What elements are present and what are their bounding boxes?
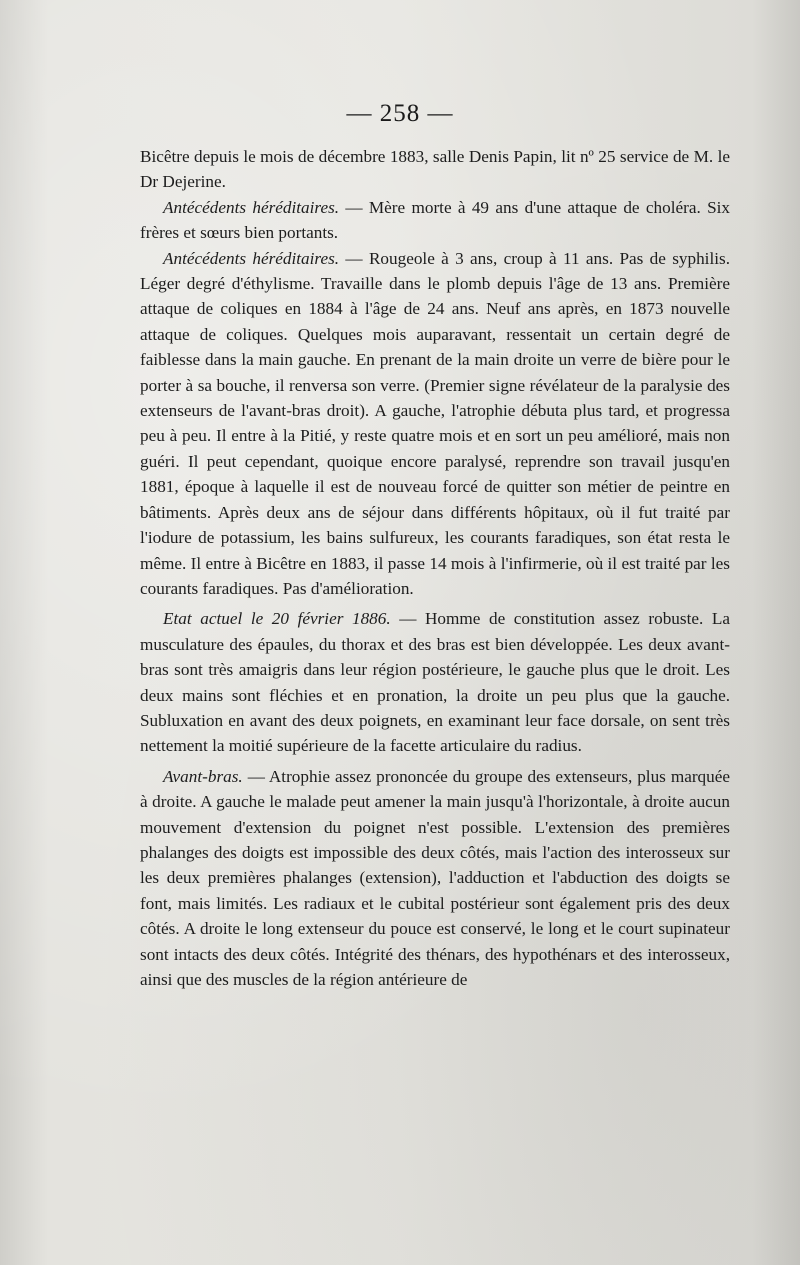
paragraph-admission: [140, 144, 730, 195]
paragraph-hereditary: [140, 195, 730, 246]
body-text: [140, 144, 730, 992]
paragraph-hereditary-heading: Antécédents héréditaires.: [163, 197, 340, 217]
paragraph-forearm: [140, 764, 730, 993]
paragraph-personal-history-text: — Rougeole à 3 ans, croup à 11 ans. Pas de syphilis. Léger degré d'éthylisme. Travaille dans le plomb depuis l'âge de 13 ans. Première attaque de coliques en 1884 à l'âge de 24 ans. Neuf ans après, en 1873 nouvelle attaque de coliques. Quelques mois auparavant, ressentait un certain degré de faiblesse dans la main gauche. En prenant de la main droite un verre de bière pour le porter à sa bouche, il renversa son verre. (Premier signe révélateur de la paralysie des extenseurs de l'avant-bras droit). A gauche, l'atrophie débuta plus tard, et progressa peu à peu. Il entre à la Pitié, y reste quatre mois et en sort un peu amélioré, mais non guéri. Il peut cependant, quoique encore paralysé, reprendre son travail jusqu'en 1881, époque à laquelle il est de nouveau forcé de quitter son métier de peintre en bâtiments. Après deux ans de séjour dans différents hôpitaux, où il fut traité par l'iodure de potassium, les bains sulfureux, les courants faradiques, son état resta le même. Il entre à Bicêtre en 1883, il passe 14 mois à l'infirmerie, où il est traité par les courants faradiques. Pas d'amélioration.: [140, 248, 730, 598]
paragraph-personal-history: [140, 246, 730, 602]
paragraph-current-state: [140, 606, 730, 758]
page-number: — 258 —: [346, 100, 454, 127]
paragraph-forearm-text: — Atrophie assez prononcée du groupe des extenseurs, plus marquée à droite. A gauche le malade peut amener la main jusqu'à l'horizontale, à droite aucun mouvement d'extension du poignet n'est possible. L'extension des premières phalanges des doigts est impossible des deux côtés, mais l'action des interosseux sur les deux premières phalanges (extension), l'adduction et l'abduction des doigts se font, mais limités. Les radiaux et le cubital postérieur sont également pris des deux côtés. A droite le long extenseur du pouce est conservé, le long et le court supinateur sont intacts des deux côtés. Intégrité des thénars, des hypothénars et des interosseux, ainsi que des muscles de la région antérieure de: [140, 766, 730, 989]
paragraph-current-state-heading: Etat actuel le 20 février 1886.: [163, 609, 391, 629]
paragraph-admission-text: Bicêtre depuis le mois de décembre 1883, salle Denis Papin, lit nº 25 service de M. le Dr Dejerine.: [140, 147, 730, 192]
paragraph-hereditary-text: — Mère morte à 49 ans d'une attaque de choléra. Six frères et sœurs bien portants.: [140, 197, 730, 243]
paragraph-forearm-heading: Avant-bras.: [163, 766, 243, 786]
paragraph-personal-history-heading: Antécédents héréditaires.: [163, 248, 340, 268]
paragraph-current-state-text: — Homme de constitution assez robuste. La musculature des épaules, du thorax et des bras est bien développée. Les deux avant-bras sont très amaigris dans leur région postérieure, le gauche plus que le droit. Les deux mains sont fléchies et en pronation, la droite un peu plus que la gauche. Subluxation en avant des deux poignets, en examinant leur face dorsale, on sent très nettement la moitié supérieure de la facette articulaire du radius.: [140, 609, 730, 756]
